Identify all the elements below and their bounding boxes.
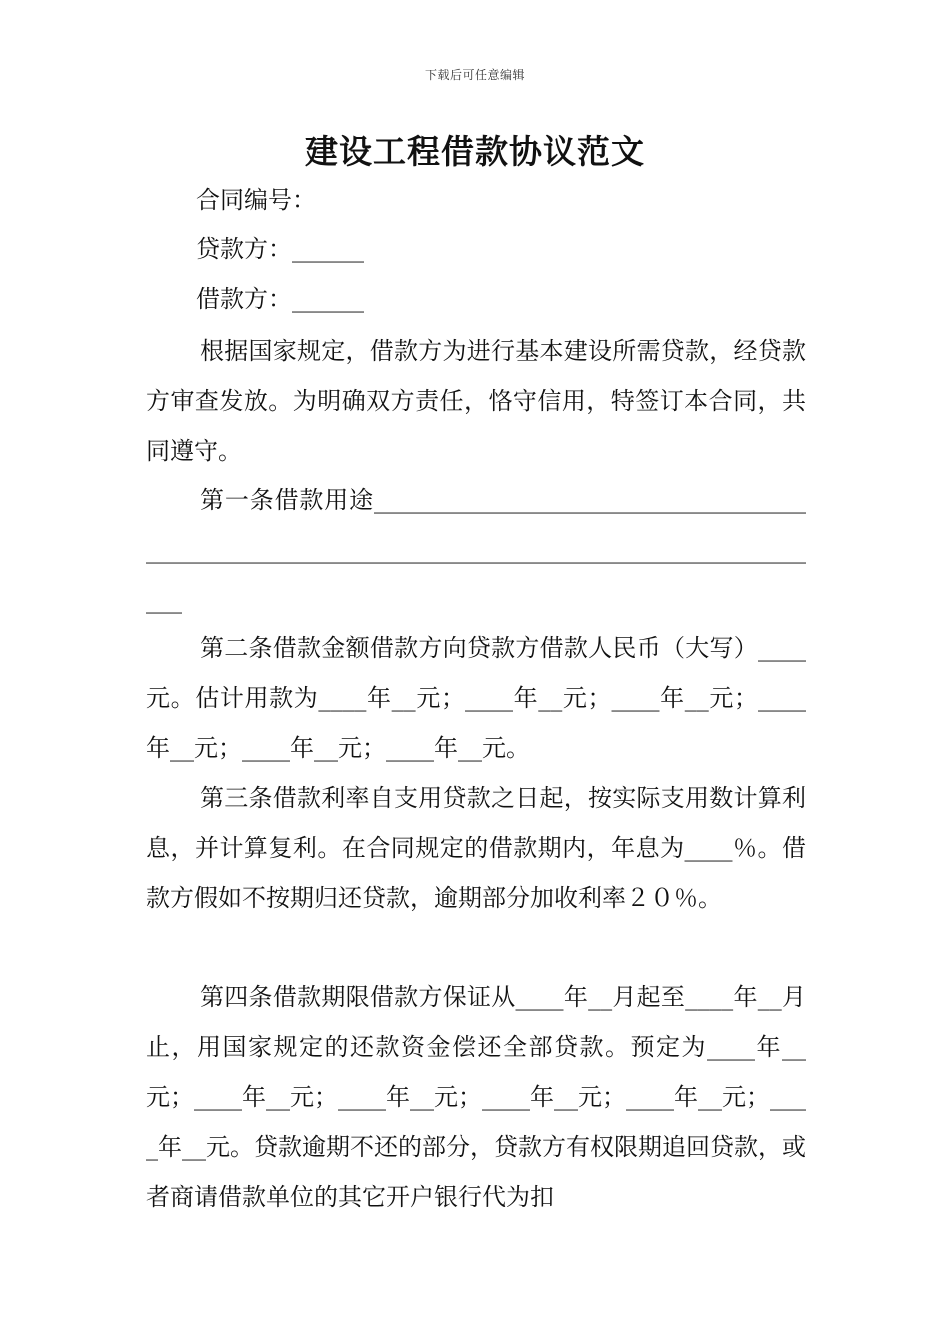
- header-note: 下载后可任意编辑: [424, 68, 525, 82]
- article-4-paragraph: 第四条借款期限借款方保证从____年__月起至____年__月止，用国家规定的还款资金偿还全部贷款。预定为____年__元；____年__元；____年__元；____年__元；____年__元；____年__元。贷款逾期不还的部分，贷款方有权限期追回贷款，或者商请借款单位的其它开户银行代为扣: [146, 983, 806, 1211]
- intro-paragraph: 根据国家规定，借款方为进行基本建设所需贷款，经贷款方审查发放。为明确双方责任，恪守信用，特签订本合同，共同遵守。: [146, 337, 806, 465]
- lender-field: 贷款方：______: [196, 235, 364, 263]
- borrower-field: 借款方：______: [196, 285, 364, 313]
- article-3-paragraph: 第三条借款利率自支用贷款之日起，按实际支用数计算利息，并计算复利。在合同规定的借款期内，年息为____％。借款方假如不按期归还贷款，逾期部分加收利率２０％。: [146, 784, 806, 912]
- contract-number-field: 合同编号：: [196, 186, 316, 214]
- document-title: 建设工程借款协议范文: [305, 132, 645, 171]
- article-1-paragraph: 第一条借款用途______________________________________________________________________________________________: [146, 486, 806, 614]
- article-2-paragraph: 第二条借款金额借款方向贷款方借款人民币（大写）____元。估计用款为____年__元；____年__元；____年__元；____年__元；____年__元；____年__元。: [146, 634, 806, 762]
